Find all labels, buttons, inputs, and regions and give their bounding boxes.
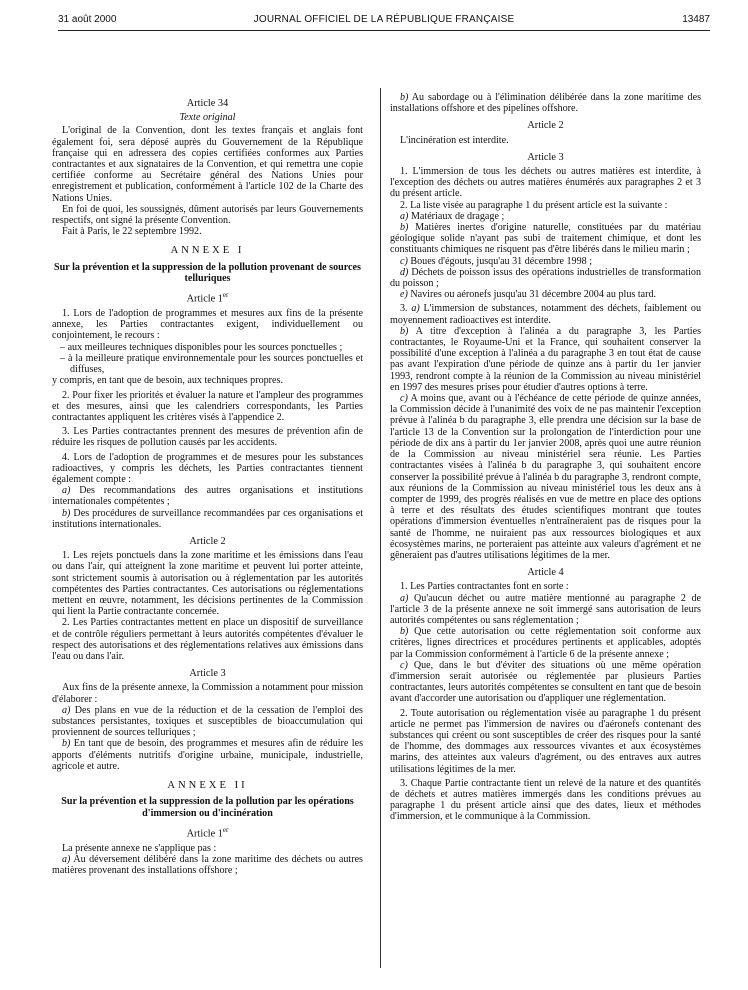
paragraph: 1. Lors de l'adoption de programmes et mesures aux fins de la présente annexe, les Parties contractantes exigent, individuellement ou conjointement, le recours : xyxy=(52,308,363,342)
paragraph: L'original de la Convention, dont les textes français et anglais font également foi, sera déposé auprès du Gouvernement de la République française qui en adressera des copies certifiées conformes aux Parties contractantes et aux signataires de la Convention, et qui remettra une copie certifiée conforme au Secrétaire général des Nations Unies pour enregistrement et publication, conformément à l'article 102 de la Charte des Nations Unies. xyxy=(52,125,363,204)
dash-item: – à la meilleure pratique environnementale pour les sources ponctuelles et diffuses, xyxy=(60,352,363,376)
annexe-heading: ANNEXE I xyxy=(170,245,245,257)
paragraph: c) A moins que, avant ou à l'échéance de cette période de quinze années, la Commission décide à l'unanimité des voix de ne pas maintenir l'exception prévue à l'alinéa b du paragraphe 3, elle prendra une décision sur la base de l'article 13 de la Convention sur la prolongation de l'interdiction pour une période de dix ans à partir du 1er janvier 2008, après quoi une autre réunion de la Commission au niveau ministériel sera réunie. Les Parties contractantes visées à l'alinéa b du paragraphe 3, qui souhaitent encore conserver la possibilité prévue à l'alinéa b du paragraphe 3, rendront compte, aux réunions de la Commission au niveau ministériel tous les deux ans à compter de 1999, des progrès réalisés en vue de mettre en place des options à terre et des résultats des études scientifiques montrant que toutes opérations d'immersion éventuelles n'entraîneraient pas de risques pour la santé de l'homme, ne nuiraient pas aux ressources biologiques et aux écosystèmes marins, ne porteraient pas atteinte aux valeurs d'agrément et ne gêneraient pas d'autres utilisations légitimes de la mer. xyxy=(390,393,701,561)
dash-item: – aux meilleures techniques disponibles pour les sources ponctuelles ; xyxy=(60,341,343,353)
paragraph: d) Déchets de poisson issus des opérations industrielles de transformation du poisson ; xyxy=(390,266,701,290)
paragraph: e) Navires ou aéronefs jusqu'au 31 décembre 2004 au plus tard. xyxy=(400,289,657,301)
paragraph: c) Que, dans le but d'éviter des situations où une même opération d'immersion serait autorisée ou réglementée par plusieurs Parties contractantes, leurs autorités compétentes se consultent en tant que de besoin avant d'accorder une autorisation ou d'appliquer une réglementation. xyxy=(390,659,701,705)
paragraph: a) Qu'aucun déchet ou autre matière mentionné au paragraphe 2 de l'article 3 de la présente annexe ne soit immergé sans autorisation de leurs autorités compétentes ou sans réglementation ; xyxy=(390,592,701,626)
article-title: Article 2 xyxy=(527,120,564,132)
page-header xyxy=(58,14,710,31)
paragraph: b) En tant que de besoin, des programmes et mesures afin de réduire les apports d'éléments nutritifs d'origine urbaine, municipale, industrielle, agricole et autre. xyxy=(52,738,363,772)
paragraph: b) Au sabordage ou à l'élimination délibérée dans la zone maritime des installations offshore et des pipelines offshore. xyxy=(390,92,701,115)
paragraph: y compris, en tant que de besoin, aux techniques propres. xyxy=(52,375,283,387)
left-column xyxy=(52,92,363,876)
annexe-title: Sur la prévention et la suppression de la pollution provenant de sources telluriques xyxy=(54,261,361,285)
paragraph: 4. Lors de l'adoption de programmes et de mesures pour les substances radioactives, y compris les déchets, les Parties contractantes tiennent également compte : xyxy=(52,451,363,485)
paragraph: a) Des recommandations des autres organisations et institutions internationales compétentes ; xyxy=(52,485,363,508)
paragraph: 3. Les Parties contractantes prennent des mesures de prévention afin de réduire les risques de pollution causés par les accidents. xyxy=(52,426,363,449)
article-title: Article 3 xyxy=(527,151,564,163)
paragraph: En foi de quoi, les soussignés, dûment autorisés par leurs Gouvernements respectifs, ont signé la présente Convention. xyxy=(52,203,363,227)
article-title: Article 1er xyxy=(186,826,229,840)
annexe-heading: ANNEXE II xyxy=(167,780,248,791)
paragraph: 1. Les Parties contractantes font en sorte : xyxy=(400,581,569,593)
paragraph: a) Des plans en vue de la réduction et de la cessation de l'emploi des substances persistantes, toxiques et susceptibles de bioaccumulation qui proviennent de sources telluriques ; xyxy=(52,704,363,739)
paragraph: b) Que cette autorisation ou cette réglementation soit conforme aux critères, lignes directrices et procédures pertinents et applicables, adoptés par la Commission conformément à l'article 6 de la présente annexe ; xyxy=(390,626,701,660)
paragraph: c) Boues d'égouts, jusqu'au 31 décembre 1998 ; xyxy=(400,255,593,267)
article-title: Article 4 xyxy=(527,567,564,579)
paragraph: 1. Les rejets ponctuels dans la zone maritime et les émissions dans l'eau ou dans l'air, qui atteignent la zone maritime et peuvent lui porter atteinte, sont strictement soumis à autorisation ou à réglementation par les autorités compétentes des Parties contractantes. Ces autorisations ou réglementations mettent en œuvre, notamment, les décisions pertinentes de la Commission qui lient la Partie contractante concernée. xyxy=(52,550,363,618)
paragraph: 2. Pour fixer les priorités et évaluer la nature et l'ampleur des programmes et des mesures, ainsi que les calendriers correspondants, les Parties contractantes appliquent les critères visés à l'appendice 2. xyxy=(52,389,363,423)
paragraph: 2. Les Parties contractantes mettent en place un dispositif de surveillance et de contrôle réguliers permettant à leurs autorités compétentes d'évaluer le respect des autorisations et des réglementations relatives aux émissions dans l'eau ou dans l'air. xyxy=(52,617,363,662)
paragraph: 3. Chaque Partie contractante tient un relevé de la nature et des quantités de déchets et autres matières immergés dans les conditions prévues au paragraphe 1 du présent article ainsi que des dates, lieux et méthodes d'immersion, et le communique à la Commission. xyxy=(390,777,701,823)
journal-title: JOURNAL OFFICIEL DE LA RÉPUBLIQUE FRANÇAISE xyxy=(253,14,515,25)
right-column xyxy=(390,92,701,823)
paragraph: a) Matériaux de dragage ; xyxy=(400,210,505,222)
paragraph: L'incinération est interdite. xyxy=(400,134,509,146)
annexe-title: Sur la prévention et la suppression de la pollution par les opérations d'immersion ou d'incinération xyxy=(61,796,354,819)
article-title: Article 34 xyxy=(186,98,229,109)
paragraph: Fait à Paris, le 22 septembre 1992. xyxy=(62,226,202,238)
paragraph: 2. Toute autorisation ou réglementation visée au paragraphe 1 du présent article ne permet pas l'immersion de navires ou d'aéronefs contenant des substances qui créent ou sont susceptibles de créer des risques pour la santé de l'homme, des dommages aux ressources vivantes et aux écosystèmes marins, des atteintes aux valeurs d'agrément, ou des entraves aux autres utilisations légitimes de la mer. xyxy=(390,707,701,775)
page-number: 13487 xyxy=(682,14,710,25)
paragraph: b) Des procédures de surveillance recommandées par ces organisations et institutions internationales. xyxy=(52,507,363,530)
paragraph: 1. L'immersion de tous les déchets ou autres matières est interdite, à l'exception des déchets ou autres matières énumérés aux paragraphes 2 et 3 du présent article. xyxy=(390,166,701,200)
paragraph: Aux fins de la présente annexe, la Commission a notamment pour mission d'élaborer : xyxy=(52,682,363,705)
column-divider xyxy=(380,88,381,968)
paragraph: La présente annexe ne s'applique pas : xyxy=(62,842,217,854)
paragraph: b) Matières inertes d'origine naturelle, constituées par du matériau géologique solide n'ayant pas subi de traitement chimique, et dont les constituants chimiques ne risquent pas d'être libérés dans le milieu marin ; xyxy=(390,222,701,256)
paragraph: 3. a) L'immersion de substances, notamment des déchets, faiblement ou moyennement radioactives est interdite. xyxy=(390,303,702,326)
header-date: 31 août 2000 xyxy=(58,14,117,25)
article-subtitle: Texte original xyxy=(179,112,236,124)
paragraph: a) Au déversement délibéré dans la zone maritime des déchets ou autres matières provenant des installations offshore ; xyxy=(52,853,363,877)
paragraph: b) A titre d'exception à l'alinéa a du paragraphe 3, les Parties contractantes, le Royaume-Uni et la France, qui souhaitent conserver la possibilité d'une exception à l'alinéa a du paragraphe 3 en tout état de cause pas avant l'expiration d'une période de quinze ans à partir du 1er janvier 1993, rendront compte à la réunion de la Commission au niveau ministériel en 1997 des mesures prises pour étudier d'autres options à terre. xyxy=(390,325,701,393)
paragraph: 2. La liste visée au paragraphe 1 du présent article est la suivante : xyxy=(400,199,668,211)
article-title: Article 2 xyxy=(189,535,226,547)
article-title: Article 1er xyxy=(186,291,229,305)
article-title: Article 3 xyxy=(189,668,226,680)
